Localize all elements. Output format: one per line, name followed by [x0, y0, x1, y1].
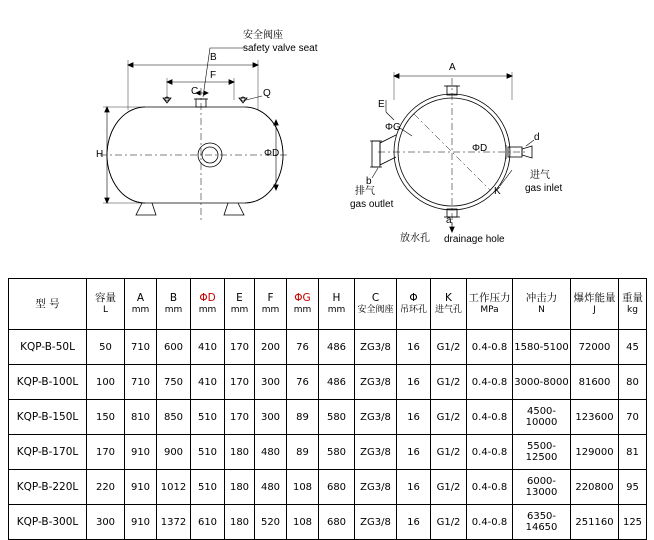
cell-lift: 16 [397, 435, 431, 470]
cell-e: 170 [225, 400, 255, 435]
cell-model: KQP-B-150L [9, 400, 87, 435]
cell-a: 710 [125, 330, 157, 365]
cell-impact-force: 6000-13000 [513, 470, 571, 505]
cell-capacity: 100 [87, 365, 125, 400]
drawing-svg [0, 0, 654, 265]
cell-working-pressure: 0.4-0.8 [467, 330, 513, 365]
cell-working-pressure: 0.4-0.8 [467, 505, 513, 540]
gas-outlet-label-en: gas outlet [350, 199, 394, 210]
cell-c: ZG3/8 [355, 330, 397, 365]
dimension-label-phid-side: ΦD [264, 148, 280, 159]
cell-working-pressure: 0.4-0.8 [467, 365, 513, 400]
cell-h: 486 [319, 365, 355, 400]
cell-f: 480 [255, 470, 287, 505]
cell-e: 170 [225, 330, 255, 365]
cell-explosion-energy: 251160 [571, 505, 619, 540]
cell-impact-force: 5500-12500 [513, 435, 571, 470]
cell-phig: 89 [287, 400, 319, 435]
cell-c: ZG3/8 [355, 400, 397, 435]
drainage-hole-label-en: drainage hole [444, 234, 505, 245]
cell-k: G1/2 [431, 330, 467, 365]
th-a-main: A [136, 292, 145, 304]
cell-capacity: 300 [87, 505, 125, 540]
cell-f: 300 [255, 365, 287, 400]
th-wt-main: 重量 [622, 292, 643, 304]
th-lift-main: Φ [409, 292, 418, 304]
th-f-main: F [267, 292, 274, 304]
dimension-label-b-small: b [366, 176, 372, 187]
cell-k: G1/2 [431, 365, 467, 400]
th-phid-sub: mm [198, 305, 217, 315]
th-capacity-sub: L [102, 305, 108, 315]
cell-explosion-energy: 123600 [571, 400, 619, 435]
cell-h: 486 [319, 330, 355, 365]
cell-lift: 16 [397, 400, 431, 435]
table-body [9, 330, 647, 540]
cell-capacity: 170 [87, 435, 125, 470]
cell-k: G1/2 [431, 505, 467, 540]
cell-capacity: 220 [87, 470, 125, 505]
cell-b: 1012 [157, 470, 191, 505]
th-model-main: 型 号 [35, 298, 60, 310]
cell-h: 580 [319, 400, 355, 435]
cell-impact-force: 3000-8000 [513, 365, 571, 400]
cell-explosion-energy: 129000 [571, 435, 619, 470]
cell-a: 910 [125, 435, 157, 470]
cell-model: KQP-B-100L [9, 365, 87, 400]
th-ee-main: 爆炸能量 [573, 292, 616, 304]
cell-k: G1/2 [431, 400, 467, 435]
cell-explosion-energy: 81600 [571, 365, 619, 400]
technical-drawing [0, 0, 654, 265]
th-b-main: B [169, 292, 178, 304]
th-h [319, 279, 355, 330]
cell-phid: 510 [191, 470, 225, 505]
cell-h: 680 [319, 470, 355, 505]
th-if-sub: N [538, 305, 545, 315]
safety-valve-seat-label-en: safety valve seat [243, 43, 318, 54]
cell-phig: 76 [287, 365, 319, 400]
dimension-label-q: Q [263, 88, 271, 99]
cell-phid: 410 [191, 365, 225, 400]
cell-model: KQP-B-50L [9, 330, 87, 365]
th-working-pressure [467, 279, 513, 330]
drainage-hole-label-cn: 放水孔 [400, 233, 430, 244]
cell-k: G1/2 [431, 470, 467, 505]
th-lift-sub: 吊环孔 [399, 305, 427, 315]
cell-model: KQP-B-170L [9, 435, 87, 470]
gas-inlet-label-en: gas inlet [525, 183, 563, 194]
specification-table [8, 278, 647, 540]
cell-lift: 16 [397, 470, 431, 505]
cell-f: 520 [255, 505, 287, 540]
th-e [225, 279, 255, 330]
dimension-label-k: K [494, 186, 501, 197]
cell-e: 180 [225, 505, 255, 540]
th-b-sub: mm [164, 305, 183, 315]
cell-h: 680 [319, 505, 355, 540]
th-weight [619, 279, 647, 330]
th-k-main: K [445, 292, 452, 304]
th-phid [191, 279, 225, 330]
th-wp-sub: MPa [480, 305, 499, 315]
cell-phig: 89 [287, 435, 319, 470]
th-impact-force [513, 279, 571, 330]
cell-weight: 125 [619, 505, 647, 540]
cell-phid: 410 [191, 330, 225, 365]
th-ee-sub: J [593, 305, 596, 315]
th-lifting-hole [397, 279, 431, 330]
gas-outlet-label-cn: 排气 [355, 186, 375, 197]
table-row [9, 505, 647, 540]
cell-explosion-energy: 220800 [571, 470, 619, 505]
cell-capacity: 150 [87, 400, 125, 435]
cell-working-pressure: 0.4-0.8 [467, 470, 513, 505]
th-capacity [87, 279, 125, 330]
th-k-sub: 进气孔 [434, 305, 462, 315]
th-b [157, 279, 191, 330]
th-c-valve-seat [355, 279, 397, 330]
th-capacity-main: 容量 [95, 292, 116, 304]
table-row [9, 470, 647, 505]
cell-weight: 80 [619, 365, 647, 400]
specification-table-wrap [8, 278, 646, 540]
cell-weight: 45 [619, 330, 647, 365]
cell-a: 910 [125, 470, 157, 505]
th-phig-sub: mm [293, 305, 312, 315]
th-wt-sub: kg [627, 305, 638, 315]
cell-model: KQP-B-220L [9, 470, 87, 505]
th-explosion-energy [571, 279, 619, 330]
th-inlet-hole [431, 279, 467, 330]
cell-c: ZG3/8 [355, 435, 397, 470]
th-a-sub: mm [131, 305, 150, 315]
cell-phig: 108 [287, 470, 319, 505]
th-phid-main: ΦD [199, 292, 216, 304]
cell-b: 600 [157, 330, 191, 365]
th-e-sub: mm [230, 305, 249, 315]
cell-b: 850 [157, 400, 191, 435]
cell-c: ZG3/8 [355, 505, 397, 540]
cell-c: ZG3/8 [355, 470, 397, 505]
th-e-main: E [236, 292, 243, 304]
th-phig-main: ΦG [294, 292, 311, 304]
th-c-sub: 安全阀座 [357, 305, 394, 315]
cell-phid: 610 [191, 505, 225, 540]
cell-f: 480 [255, 435, 287, 470]
cell-b: 1372 [157, 505, 191, 540]
cell-lift: 16 [397, 330, 431, 365]
dimension-label-b: B [210, 52, 217, 63]
cell-a: 710 [125, 365, 157, 400]
th-c-main: C [371, 292, 380, 304]
cell-f: 200 [255, 330, 287, 365]
dimension-label-a-small: a [446, 215, 452, 226]
cell-c: ZG3/8 [355, 365, 397, 400]
cell-e: 180 [225, 470, 255, 505]
dimension-label-phid-end: ΦD [472, 143, 488, 154]
gas-inlet-label-cn: 进气 [530, 170, 550, 181]
cell-working-pressure: 0.4-0.8 [467, 435, 513, 470]
dimension-label-h: H [96, 149, 104, 160]
cell-b: 900 [157, 435, 191, 470]
cell-a: 810 [125, 400, 157, 435]
th-phig [287, 279, 319, 330]
dimension-label-c: C [191, 86, 199, 97]
cell-capacity: 50 [87, 330, 125, 365]
cell-h: 580 [319, 435, 355, 470]
cell-impact-force: 4500-10000 [513, 400, 571, 435]
th-f-sub: mm [261, 305, 280, 315]
cell-working-pressure: 0.4-0.8 [467, 400, 513, 435]
cell-weight: 70 [619, 400, 647, 435]
th-a [125, 279, 157, 330]
safety-valve-seat-label-cn: 安全阀座 [243, 30, 283, 41]
table-row [9, 400, 647, 435]
cell-impact-force: 6350-14650 [513, 505, 571, 540]
dimension-label-phig: ΦG [385, 122, 401, 133]
cell-k: G1/2 [431, 435, 467, 470]
table-row [9, 330, 647, 365]
cell-f: 300 [255, 400, 287, 435]
cell-e: 170 [225, 365, 255, 400]
cell-weight: 81 [619, 435, 647, 470]
cell-phig: 76 [287, 330, 319, 365]
cell-lift: 16 [397, 505, 431, 540]
th-if-main: 冲击力 [525, 292, 558, 304]
cell-b: 750 [157, 365, 191, 400]
th-h-sub: mm [327, 305, 346, 315]
cell-e: 180 [225, 435, 255, 470]
dimension-label-d: d [534, 132, 540, 143]
cell-phid: 510 [191, 435, 225, 470]
cell-model: KQP-B-300L [9, 505, 87, 540]
dimension-label-e: E [378, 99, 385, 110]
dimension-label-f: F [210, 70, 217, 81]
cell-a: 910 [125, 505, 157, 540]
table-header-row [9, 279, 647, 330]
th-f [255, 279, 287, 330]
th-h-main: H [332, 292, 341, 304]
cell-impact-force: 1580-5100 [513, 330, 571, 365]
cell-lift: 16 [397, 365, 431, 400]
cell-explosion-energy: 72000 [571, 330, 619, 365]
cell-phig: 108 [287, 505, 319, 540]
cell-phid: 510 [191, 400, 225, 435]
th-model [9, 279, 87, 330]
cell-weight: 95 [619, 470, 647, 505]
table-row [9, 365, 647, 400]
table-row [9, 435, 647, 470]
th-wp-main: 工作压力 [468, 292, 511, 304]
dimension-label-a: A [449, 62, 456, 73]
